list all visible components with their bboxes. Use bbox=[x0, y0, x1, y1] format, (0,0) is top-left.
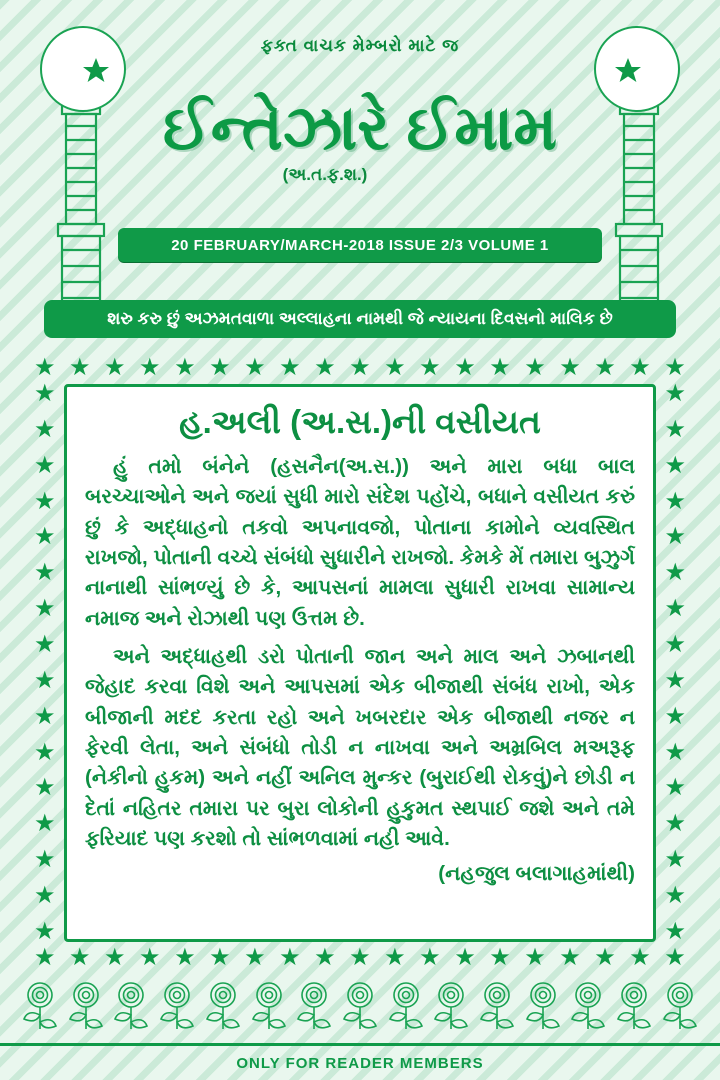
star-icon: ★ bbox=[664, 380, 686, 407]
rose-flower-icon bbox=[18, 977, 62, 1038]
rose-flower-icon bbox=[155, 977, 199, 1038]
star-row-bottom bbox=[34, 946, 686, 970]
rose-flower-icon bbox=[338, 977, 382, 1038]
rose-flower-icon bbox=[292, 977, 336, 1038]
star-icon: ★ bbox=[664, 595, 686, 623]
star-icon: ★ bbox=[34, 738, 56, 766]
star-border-frame bbox=[34, 356, 686, 970]
star-icon: ★ bbox=[104, 354, 126, 381]
star-icon: ★ bbox=[314, 354, 336, 381]
star-icon: ★ bbox=[664, 415, 686, 443]
star-icon: ★ bbox=[174, 944, 196, 971]
article-content-box bbox=[64, 384, 656, 942]
star-icon: ★ bbox=[524, 354, 546, 381]
star-icon: ★ bbox=[279, 354, 301, 381]
star-column-left bbox=[34, 382, 56, 944]
star-icon: ★ bbox=[489, 944, 511, 971]
star-icon: ★ bbox=[34, 559, 56, 587]
rose-flower-icon bbox=[566, 977, 610, 1038]
star-icon: ★ bbox=[384, 354, 406, 381]
star-icon: ★ bbox=[489, 354, 511, 381]
star-icon: ★ bbox=[174, 354, 196, 381]
star-icon: ★ bbox=[664, 917, 686, 945]
star-icon: ★ bbox=[34, 487, 56, 515]
star-icon: ★ bbox=[69, 354, 91, 381]
article-paragraph: હું તમો બંનેને (હસનૈન(અ.સ.)) અને મારા બધા બાલ બરચ્ચાઓને અને જયાં સુધી મારો સંદેશ પહોંચે, બધાને વસીયત કરું છું કે અદ્ધાહનો તકવો અપનાવજો, પોતાના કામોને વ્યવસ્થિત રાખજો, પોતાની વચ્ચે સંબંધો સુધારીને રાખજો. કેમકે મેં તમારા બુઝુર્ગ નાનાથી સાંભળ્યું છે કે, આપસનાં મામલા સુધારી રાખવા સામાન્ય નમાજ અને રોઝાથી પણ ઉત્તમ છે. bbox=[85, 455, 635, 630]
star-icon: ★ bbox=[34, 774, 56, 802]
article-paragraph: અને અદ્ધાહથી ડરો પોતાની જાન અને માલ અને ઝબાનથી જેહાદ કરવા વિશે અને આપસમાં એક બીજાથી સંબંધ રાખો, એક બીજાની મદદ કરતા રહો અને ખબરદાર એક બીજાથી નજર ન ફેરવી લેતા, અને સંબંધો તોડી ન નાખવા અને અમ્રબિલ મઅરૂફ (નેકીનો હુકમ) અને નહીં અનિલ મુન્કર (બુરાઈથી રોકવું)ને છોડી ન દેતાં નહિતર તમારા પર બુરા લોકોની હુકુમત સ્થપાઈ જશે અને તમે ફરિયાદ પણ કરશો તો સાંભળવામાં નહી આવે. bbox=[85, 644, 635, 850]
issue-info-bar: 20 FEBRUARY/MARCH-2018 ISSUE 2/3 VOLUME 1 bbox=[118, 228, 602, 262]
rose-flower-icon bbox=[658, 977, 702, 1038]
star-icon: ★ bbox=[664, 882, 686, 910]
star-icon: ★ bbox=[594, 354, 616, 381]
star-icon: ★ bbox=[34, 380, 56, 407]
masthead bbox=[0, 96, 720, 185]
star-icon: ★ bbox=[349, 354, 371, 381]
star-icon: ★ bbox=[664, 559, 686, 587]
star-icon: ★ bbox=[209, 354, 231, 381]
star-icon: ★ bbox=[664, 666, 686, 694]
star-icon: ★ bbox=[34, 354, 56, 381]
footer-text: ONLY FOR READER MEMBERS bbox=[236, 1055, 484, 1072]
rose-flower-icon bbox=[429, 977, 473, 1038]
rose-flower-icon bbox=[64, 977, 108, 1038]
star-icon: ★ bbox=[664, 738, 686, 766]
star-icon: ★ bbox=[34, 631, 56, 659]
star-icon: ★ bbox=[104, 944, 126, 971]
star-icon: ★ bbox=[34, 944, 56, 971]
star-icon: ★ bbox=[34, 702, 56, 730]
star-icon: ★ bbox=[314, 944, 336, 971]
star-icon: ★ bbox=[139, 944, 161, 971]
star-icon: ★ bbox=[664, 523, 686, 551]
star-icon: ★ bbox=[34, 666, 56, 694]
star-icon: ★ bbox=[664, 774, 686, 802]
star-icon: ★ bbox=[664, 354, 686, 381]
star-icon: ★ bbox=[279, 944, 301, 971]
star-icon: ★ bbox=[34, 882, 56, 910]
magazine-title: ઈન્તેઝારે ઈમામ bbox=[162, 94, 558, 163]
rose-flower-icon bbox=[201, 977, 245, 1038]
rose-flower-icon bbox=[247, 977, 291, 1038]
star-icon: ★ bbox=[34, 846, 56, 874]
rose-flower-icon bbox=[475, 977, 519, 1038]
star-icon: ★ bbox=[664, 944, 686, 971]
star-icon: ★ bbox=[664, 702, 686, 730]
star-icon: ★ bbox=[664, 846, 686, 874]
star-icon: ★ bbox=[454, 944, 476, 971]
star-icon: ★ bbox=[69, 944, 91, 971]
star-icon: ★ bbox=[34, 451, 56, 479]
star-icon: ★ bbox=[629, 354, 651, 381]
star-icon: ★ bbox=[34, 523, 56, 551]
star-icon: ★ bbox=[664, 487, 686, 515]
star-row-top bbox=[34, 356, 686, 380]
footer-divider bbox=[0, 1043, 720, 1046]
star-icon: ★ bbox=[384, 944, 406, 971]
floral-border-footer bbox=[18, 976, 702, 1038]
star-icon: ★ bbox=[629, 944, 651, 971]
star-icon: ★ bbox=[419, 354, 441, 381]
star-icon: ★ bbox=[664, 451, 686, 479]
star-icon: ★ bbox=[349, 944, 371, 971]
star-icon: ★ bbox=[559, 354, 581, 381]
star-icon: ★ bbox=[34, 810, 56, 838]
star-icon: ★ bbox=[34, 415, 56, 443]
star-icon: ★ bbox=[664, 810, 686, 838]
star-icon: ★ bbox=[664, 631, 686, 659]
top-line-text: ફક્ત વાચક મેમ્બરો માટે જ bbox=[260, 36, 460, 55]
star-column-right bbox=[664, 382, 686, 944]
star-icon: ★ bbox=[594, 944, 616, 971]
star-icon: ★ bbox=[559, 944, 581, 971]
star-icon: ★ bbox=[209, 944, 231, 971]
rose-flower-icon bbox=[109, 977, 153, 1038]
star-icon: ★ bbox=[34, 595, 56, 623]
magazine-title-suffix: (અ.ત.ફ.શ.) bbox=[282, 165, 368, 185]
star-icon: ★ bbox=[34, 917, 56, 945]
rose-flower-icon bbox=[612, 977, 656, 1038]
article-heading: હ.અલી (અ.સ.)ની વસીયત bbox=[179, 403, 541, 440]
star-icon: ★ bbox=[419, 944, 441, 971]
star-icon: ★ bbox=[244, 354, 266, 381]
rose-flower-icon bbox=[384, 977, 428, 1038]
star-icon: ★ bbox=[139, 354, 161, 381]
bismillah-bar: શરુ કરુ છું અઝમતવાળા અલ્લાહના નામથી જે ન્યાયના દિવસનો માલિક છે bbox=[44, 300, 676, 338]
article-source-citation: (નહજુલ બલાગાહમાંથી) bbox=[438, 862, 635, 886]
star-icon: ★ bbox=[244, 944, 266, 971]
star-icon: ★ bbox=[524, 944, 546, 971]
star-icon: ★ bbox=[454, 354, 476, 381]
rose-flower-icon bbox=[521, 977, 565, 1038]
